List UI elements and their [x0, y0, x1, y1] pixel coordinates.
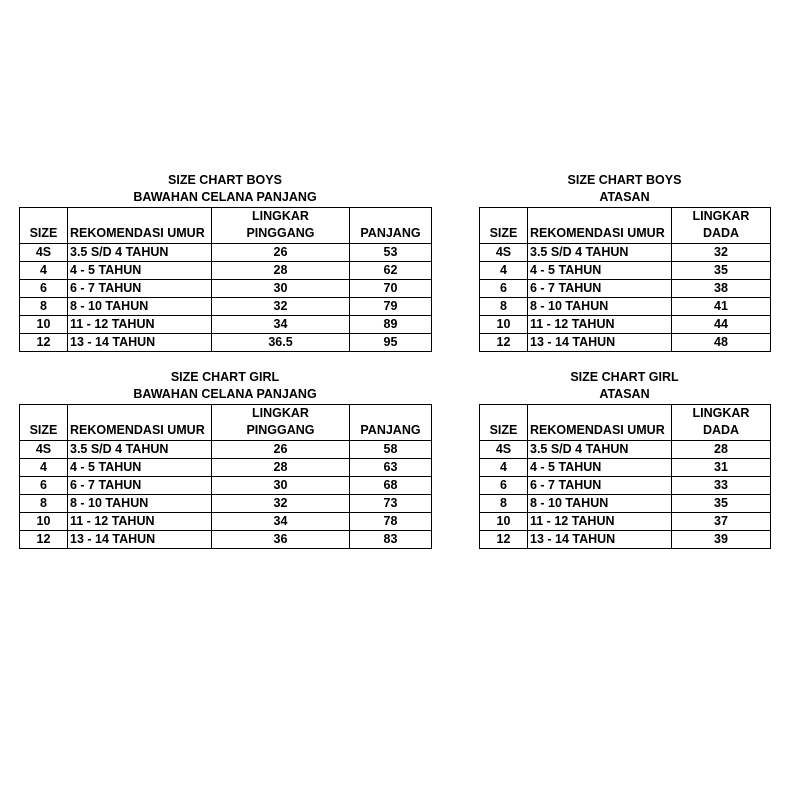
table-cell: 4S: [480, 441, 528, 459]
header-size: SIZE: [20, 405, 68, 441]
table-cell: 79: [350, 298, 432, 316]
header-measure: LINGKAR PINGGANG: [212, 405, 350, 441]
table-cell: 8: [20, 298, 68, 316]
girl-pants-chart: [19, 369, 431, 549]
table-cell: 6: [480, 477, 528, 495]
table-cell: 8: [480, 298, 528, 316]
table-cell: 10: [480, 513, 528, 531]
boys-top-chart: [479, 172, 770, 352]
table-header-row: [480, 208, 771, 244]
table-cell: 4 - 5 TAHUN: [68, 459, 212, 477]
table-cell: 13 - 14 TAHUN: [528, 334, 672, 352]
table-cell: 12: [480, 334, 528, 352]
table-row: [20, 513, 432, 531]
table-cell: 36: [212, 531, 350, 549]
table-cell: 6 - 7 TAHUN: [68, 477, 212, 495]
table-cell: 6: [20, 280, 68, 298]
table-cell: 6: [480, 280, 528, 298]
table-cell: 30: [212, 477, 350, 495]
table-cell: 78: [350, 513, 432, 531]
table-cell: 4S: [20, 441, 68, 459]
table-header-row: [480, 405, 771, 441]
size-table: [19, 404, 432, 549]
table-row: [480, 495, 771, 513]
chart-title: SIZE CHART GIRL: [170, 370, 280, 384]
table-cell: 32: [672, 244, 771, 262]
table-cell: 33: [672, 477, 771, 495]
table-cell: 68: [350, 477, 432, 495]
table-cell: 4: [20, 262, 68, 280]
chart-subtitle: ATASAN: [599, 387, 650, 401]
header-size: SIZE: [20, 208, 68, 244]
table-row: [480, 244, 771, 262]
chart-title: SIZE CHART BOYS: [567, 173, 682, 187]
table-cell: 34: [212, 513, 350, 531]
table-cell: 41: [672, 298, 771, 316]
table-cell: 30: [212, 280, 350, 298]
header-umur: REKOMENDASI UMUR: [68, 208, 212, 244]
table-cell: 44: [672, 316, 771, 334]
table-cell: 63: [350, 459, 432, 477]
table-cell: 95: [350, 334, 432, 352]
table-cell: 28: [212, 459, 350, 477]
size-table: [479, 207, 771, 352]
table-row: [20, 280, 432, 298]
table-row: [20, 441, 432, 459]
chart-subtitle: ATASAN: [599, 190, 650, 204]
table-cell: 11 - 12 TAHUN: [68, 513, 212, 531]
table-cell: 4: [480, 262, 528, 280]
table-cell: 12: [480, 531, 528, 549]
table-cell: 11 - 12 TAHUN: [528, 513, 672, 531]
table-cell: 3.5 S/D 4 TAHUN: [68, 441, 212, 459]
header-umur: REKOMENDASI UMUR: [528, 208, 672, 244]
header-measure: LINGKAR PINGGANG: [212, 208, 350, 244]
table-cell: 39: [672, 531, 771, 549]
table-cell: 89: [350, 316, 432, 334]
table-cell: 12: [20, 531, 68, 549]
header-measure: LINGKAR DADA: [672, 405, 771, 441]
table-row: [20, 262, 432, 280]
table-cell: 35: [672, 262, 771, 280]
table-cell: 31: [672, 459, 771, 477]
header-length: PANJANG: [350, 208, 432, 244]
header-size: SIZE: [480, 405, 528, 441]
table-cell: 38: [672, 280, 771, 298]
chart-title: SIZE CHART GIRL: [570, 370, 679, 384]
table-cell: 48: [672, 334, 771, 352]
table-row: [480, 298, 771, 316]
header-umur: REKOMENDASI UMUR: [528, 405, 672, 441]
table-cell: 83: [350, 531, 432, 549]
table-row: [20, 244, 432, 262]
table-cell: 37: [672, 513, 771, 531]
table-cell: 8: [480, 495, 528, 513]
header-length: PANJANG: [350, 405, 432, 441]
table-cell: 10: [480, 316, 528, 334]
table-row: [480, 316, 771, 334]
table-row: [480, 441, 771, 459]
table-header-row: [20, 208, 432, 244]
size-table: [479, 404, 771, 549]
table-cell: 4 - 5 TAHUN: [528, 262, 672, 280]
chart-subtitle: BAWAHAN CELANA PANJANG: [133, 190, 317, 204]
table-row: [480, 477, 771, 495]
table-cell: 11 - 12 TAHUN: [68, 316, 212, 334]
table-cell: 10: [20, 513, 68, 531]
table-cell: 58: [350, 441, 432, 459]
table-cell: 4: [20, 459, 68, 477]
table-cell: 4S: [20, 244, 68, 262]
table-cell: 6 - 7 TAHUN: [528, 477, 672, 495]
table-cell: 34: [212, 316, 350, 334]
table-cell: 35: [672, 495, 771, 513]
table-cell: 28: [672, 441, 771, 459]
table-cell: 36.5: [212, 334, 350, 352]
table-cell: 13 - 14 TAHUN: [528, 531, 672, 549]
table-cell: 53: [350, 244, 432, 262]
header-size: SIZE: [480, 208, 528, 244]
table-row: [480, 334, 771, 352]
table-row: [20, 531, 432, 549]
boys-pants-chart: [19, 172, 431, 352]
table-cell: 12: [20, 334, 68, 352]
table-row: [480, 280, 771, 298]
table-cell: 4 - 5 TAHUN: [528, 459, 672, 477]
table-cell: 13 - 14 TAHUN: [68, 334, 212, 352]
table-row: [20, 316, 432, 334]
table-cell: 3.5 S/D 4 TAHUN: [528, 441, 672, 459]
table-row: [480, 262, 771, 280]
table-cell: 26: [212, 441, 350, 459]
table-cell: 8: [20, 495, 68, 513]
table-cell: 28: [212, 262, 350, 280]
table-cell: 8 - 10 TAHUN: [68, 298, 212, 316]
chart-subtitle: BAWAHAN CELANA PANJANG: [133, 387, 317, 401]
table-row: [20, 298, 432, 316]
table-cell: 8 - 10 TAHUN: [528, 298, 672, 316]
table-header-row: [20, 405, 432, 441]
table-cell: 6 - 7 TAHUN: [68, 280, 212, 298]
table-row: [20, 495, 432, 513]
table-row: [20, 477, 432, 495]
table-cell: 26: [212, 244, 350, 262]
header-umur: REKOMENDASI UMUR: [68, 405, 212, 441]
table-cell: 11 - 12 TAHUN: [528, 316, 672, 334]
table-cell: 8 - 10 TAHUN: [68, 495, 212, 513]
table-cell: 73: [350, 495, 432, 513]
table-cell: 8 - 10 TAHUN: [528, 495, 672, 513]
table-row: [480, 513, 771, 531]
size-table: [19, 207, 432, 352]
table-cell: 6: [20, 477, 68, 495]
table-row: [20, 459, 432, 477]
table-cell: 3.5 S/D 4 TAHUN: [528, 244, 672, 262]
header-measure: LINGKAR DADA: [672, 208, 771, 244]
table-row: [480, 459, 771, 477]
table-cell: 10: [20, 316, 68, 334]
table-cell: 70: [350, 280, 432, 298]
table-cell: 32: [212, 298, 350, 316]
table-cell: 3.5 S/D 4 TAHUN: [68, 244, 212, 262]
table-cell: 13 - 14 TAHUN: [68, 531, 212, 549]
table-row: [20, 334, 432, 352]
table-cell: 4: [480, 459, 528, 477]
chart-title: SIZE CHART BOYS: [168, 173, 282, 187]
table-row: [480, 531, 771, 549]
table-cell: 6 - 7 TAHUN: [528, 280, 672, 298]
table-cell: 32: [212, 495, 350, 513]
table-cell: 4S: [480, 244, 528, 262]
table-cell: 62: [350, 262, 432, 280]
table-cell: 4 - 5 TAHUN: [68, 262, 212, 280]
girl-top-chart: [479, 369, 770, 549]
